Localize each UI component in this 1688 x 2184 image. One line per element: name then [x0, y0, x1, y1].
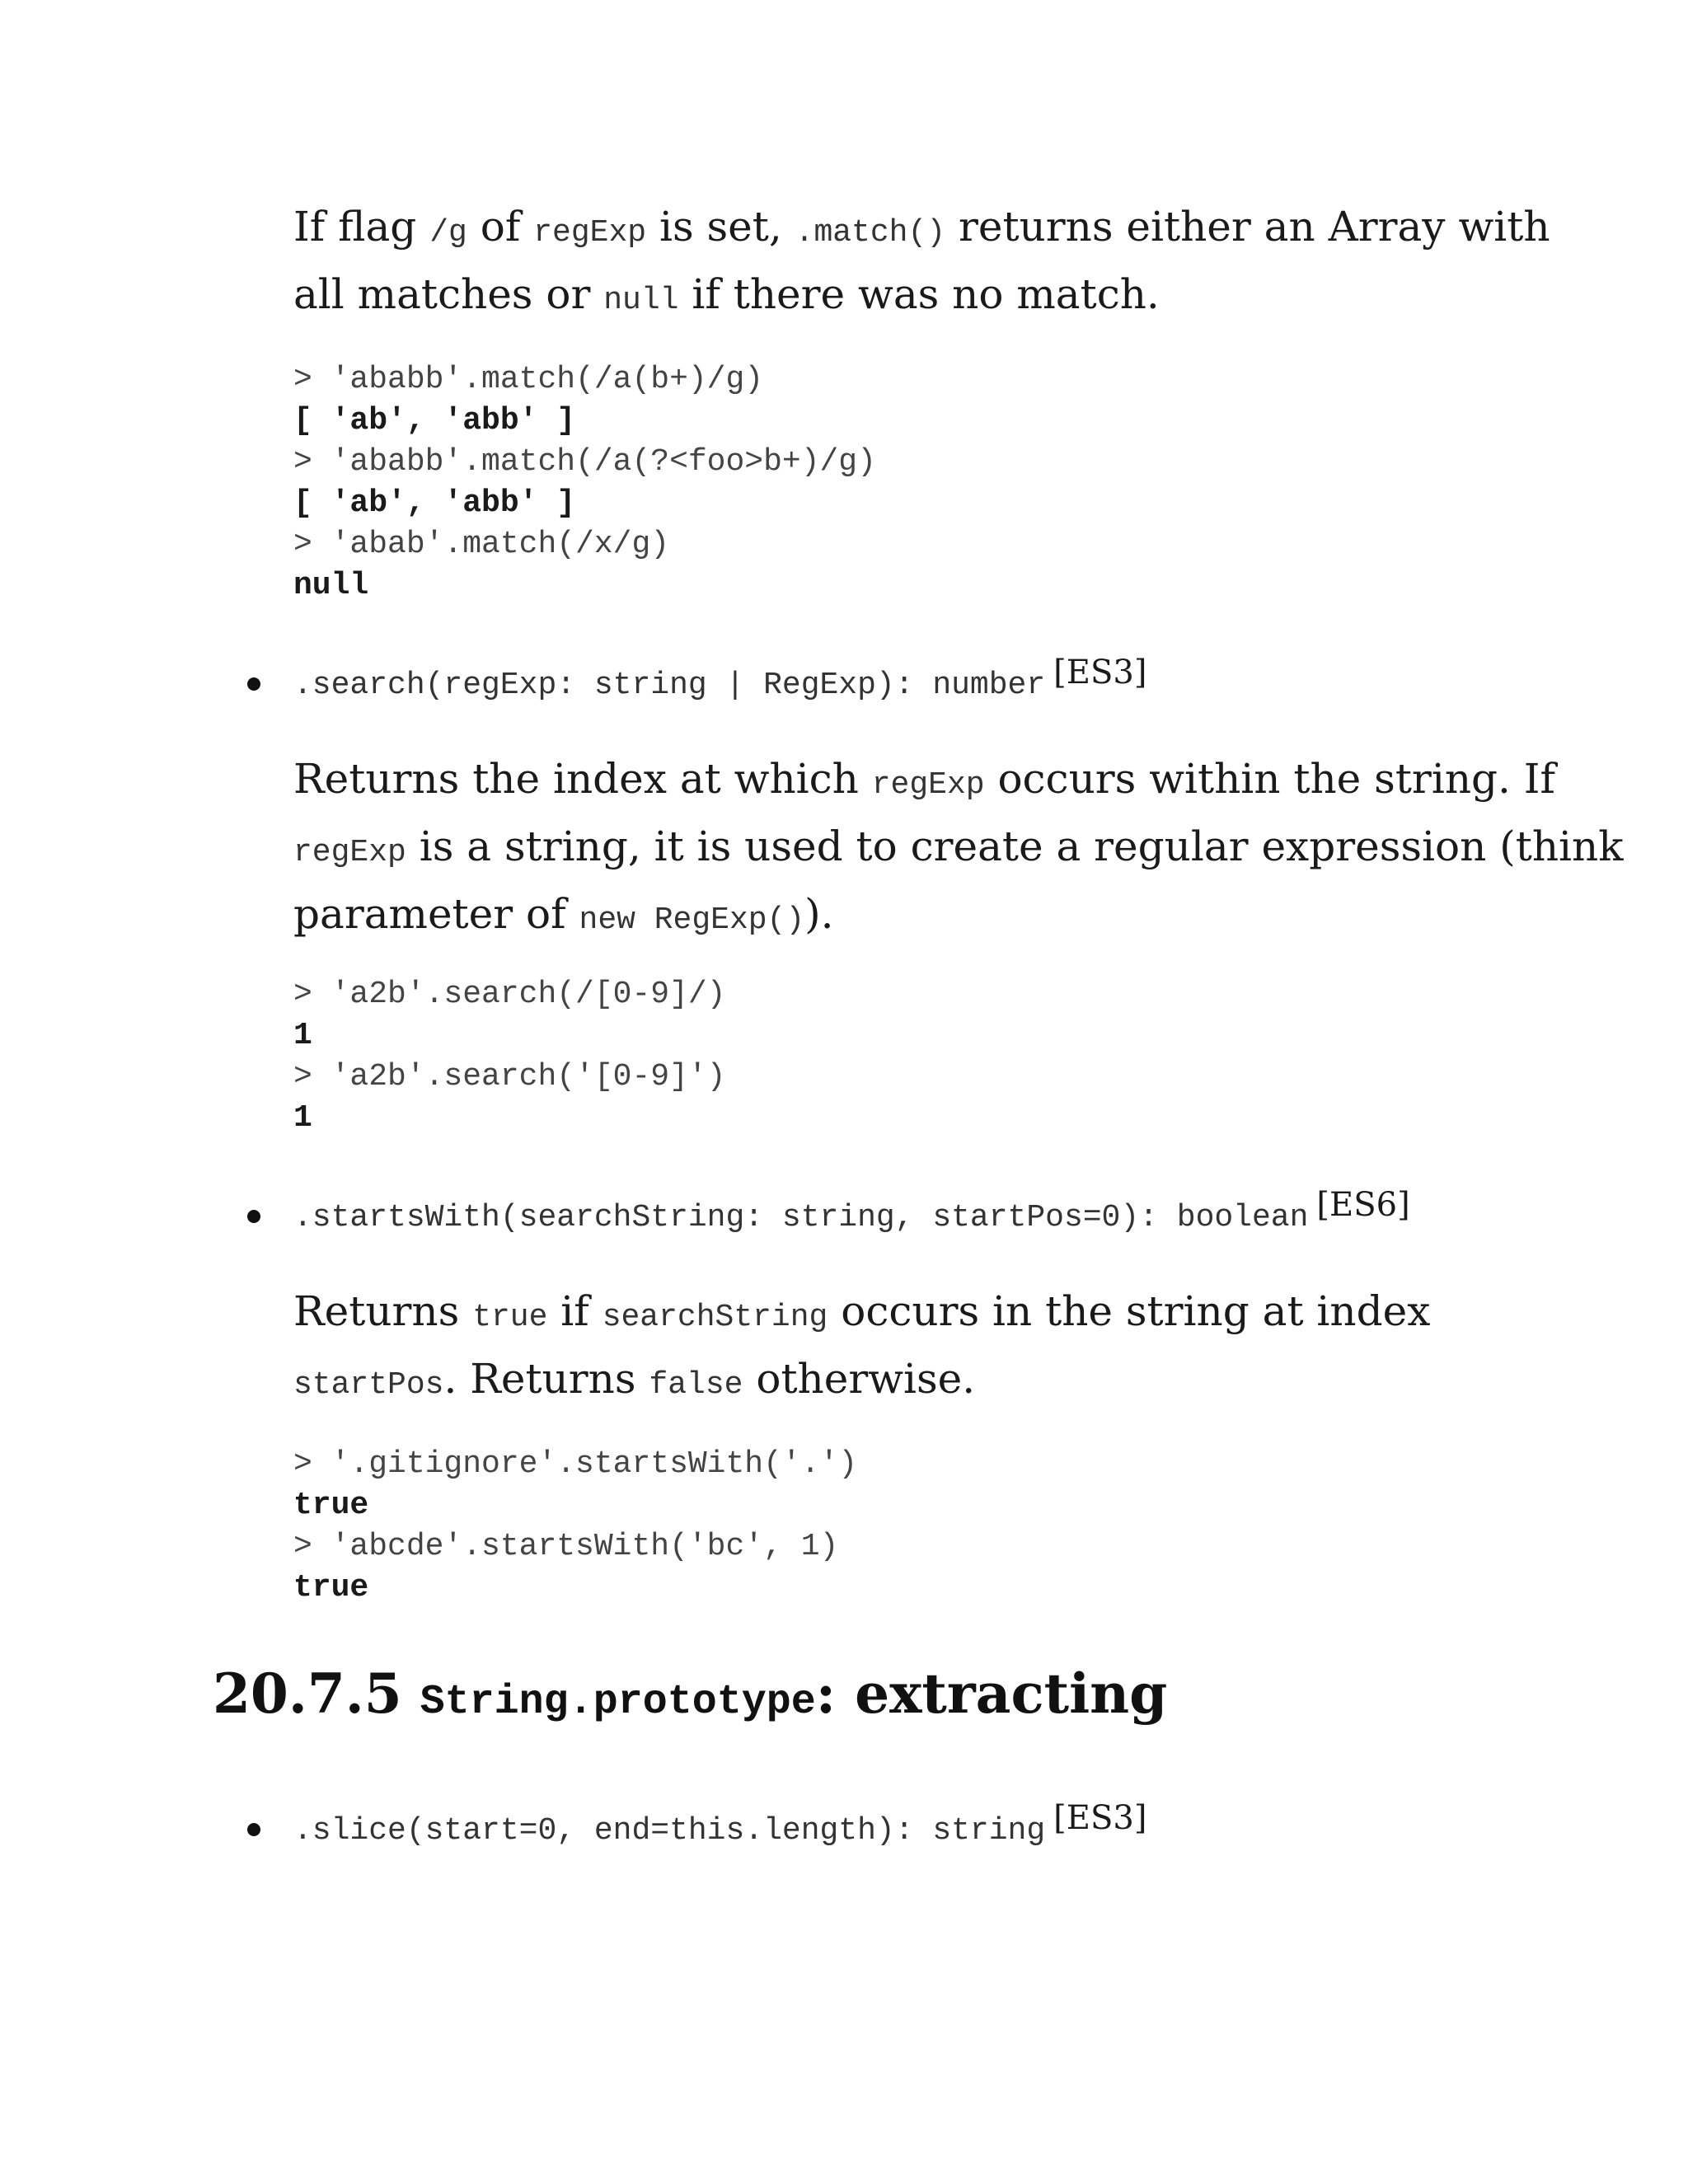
inline-code: /g	[429, 215, 467, 251]
code-output-line: null	[293, 568, 369, 603]
code-output-line: [ 'ab', 'abb' ]	[293, 485, 576, 521]
code-output-line: true	[293, 1570, 369, 1605]
code-input-line: > '.gitignore'.startsWith('.')	[293, 1446, 858, 1482]
startswith-code-example	[293, 1444, 857, 1609]
match-description-line-1: If flag /g of regExp is set, .match() returns either an Array with	[293, 203, 1550, 251]
es-version-tag: [ES3]	[1053, 1799, 1147, 1837]
match-description	[293, 196, 1550, 331]
code-output-line: [ 'ab', 'abb' ]	[293, 403, 576, 438]
section-heading	[213, 1657, 1167, 1740]
section-number: 20.7.5	[213, 1661, 402, 1726]
bullet-icon	[247, 1210, 260, 1223]
inline-code: new RegExp()	[579, 902, 805, 938]
code-output-line: true	[293, 1488, 369, 1523]
code-input-line: > 'abcde'.startsWith('bc', 1)	[293, 1529, 839, 1564]
code-output-line: 1	[293, 1100, 312, 1136]
code-input-line: > 'abab'.match(/x/g)	[293, 527, 670, 562]
bullet-icon	[247, 1823, 260, 1836]
code-input-line: > 'ababb'.match(/a(?<foo>b+)/g)	[293, 444, 876, 480]
inline-code: regExp	[871, 767, 985, 803]
startswith-description-line-2: startPos. Returns false otherwise.	[293, 1355, 976, 1403]
inline-code: searchString	[602, 1300, 828, 1335]
startswith-signature: .startsWith(searchString: string, startPos=0): boolean [ES6]	[293, 1186, 1410, 1235]
code-input-line: > 'ababb'.match(/a(b+)/g)	[293, 362, 764, 397]
search-code-example	[293, 974, 726, 1139]
match-code-example	[293, 359, 876, 607]
es-version-tag: [ES3]	[1053, 654, 1147, 691]
search-description-line-2: regExp is a string, it is used to create a regular expression (think	[293, 823, 1624, 870]
search-signature: .search(regExp: string | RegExp): number [ES3]	[293, 654, 1147, 703]
search-description	[293, 748, 1624, 951]
inline-code: false	[649, 1367, 743, 1403]
es-version-tag: [ES6]	[1316, 1186, 1410, 1224]
heading-text: : extracting	[815, 1661, 1168, 1726]
inline-code: true	[472, 1300, 548, 1335]
inline-code: regExp	[293, 835, 406, 870]
startswith-description-line-1: Returns true if searchString occurs in the string at index	[293, 1287, 1431, 1335]
inline-code: null	[603, 283, 679, 318]
code-output-line: 1	[293, 1018, 312, 1053]
match-description-line-2: all matches or null if there was no match.	[293, 270, 1160, 318]
inline-code: .match()	[795, 215, 946, 251]
search-description-line-3: parameter of new RegExp()).	[293, 890, 834, 938]
heading-code: String.prototype	[420, 1679, 816, 1726]
startswith-description	[293, 1281, 1464, 1416]
bullet-icon	[247, 677, 260, 691]
code-input-line: > 'a2b'.search(/[0-9]/)	[293, 977, 726, 1012]
inline-code: regExp	[533, 215, 647, 251]
inline-code: startPos	[293, 1367, 444, 1403]
slice-signature: .slice(start=0, end=this.length): string [ES3]	[293, 1799, 1147, 1849]
code-input-line: > 'a2b'.search('[0-9]')	[293, 1059, 726, 1094]
search-description-line-1: Returns the index at which regExp occurs within the string. If	[293, 755, 1556, 803]
